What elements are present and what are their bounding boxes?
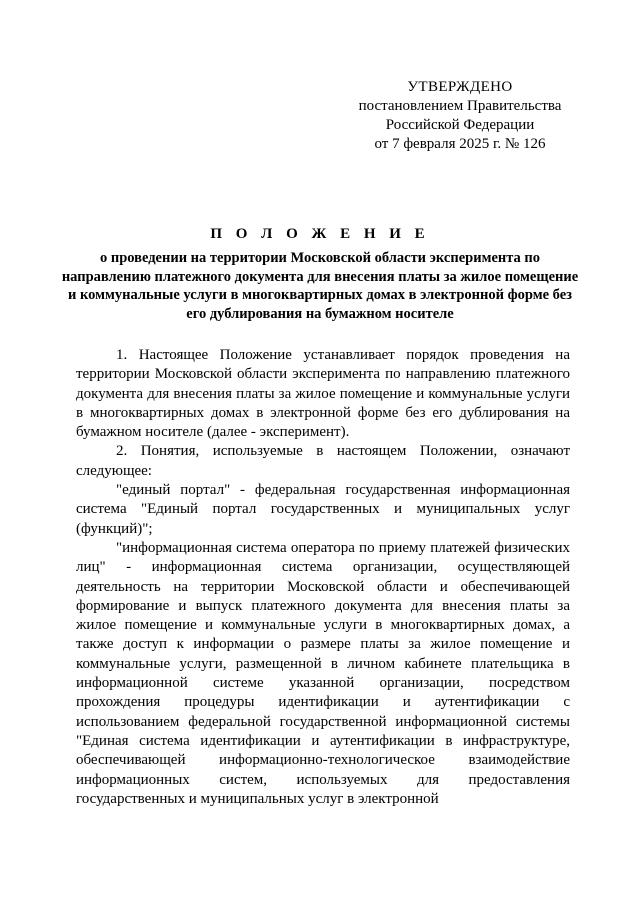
document-subtitle: о проведении на территории Московской области эксперимента по направлению платежного документа для внесения платы за жилое помещение и коммунальные услуги в многоквартирных домах в электронной форме без его дублирования на бумажном носителе — [61, 250, 579, 322]
paragraph-3: "единый портал" - федеральная государственная информационная система "Единый портал государственных и муниципальных услуг (функций)"; — [76, 482, 570, 537]
paragraph-4: "информационная система оператора по приему платежей физических лиц" - информационная система организации, осуществляющей деятельность на территории Московской области и обеспечивающей формирование и выпуск платежного документа для внесения платы за жилое помещение и коммунальные услуги в многоквартирных домах, а также доступ к информации о размере платы за жилое помещение и коммунальные услуги, размещенной в личном кабинете плательщика в информационной системе указанной организации, посредством прохождения процедуры идентификации и аутентификации с использованием федеральной государственной информационной системы "Единая система идентификации и аутентификации в инфраструктуре, обеспечивающей информационно-технологическое взаимодействие информационных систем, используемых для предоставления государственных и муниципальных услуг в электронной — [76, 539, 570, 807]
approval-line-2: Российской Федерации — [385, 117, 535, 133]
document-title: П О Л О Ж Е Н И Е — [210, 226, 430, 242]
paragraph-1: 1. Настоящее Положение устанавливает порядок проведения на территории Московской области эксперимента по направлению платежного документа для внесения платы за жилое помещение и коммунальные услуги в многоквартирных домах в электронной форме без его дублирования на бумажном носителе (далее - эксперимент). — [76, 347, 570, 441]
approval-heading: УТВЕРЖДЕНО — [407, 79, 513, 95]
paragraph-2: 2. Понятия, используемые в настоящем Положении, означают следующее: — [76, 443, 570, 479]
approval-line-3: от 7 февраля 2025 г. № 126 — [374, 136, 546, 152]
approval-stamp — [330, 78, 590, 154]
approval-line-1: постановлением Правительства — [358, 98, 562, 114]
document-body — [76, 346, 570, 809]
